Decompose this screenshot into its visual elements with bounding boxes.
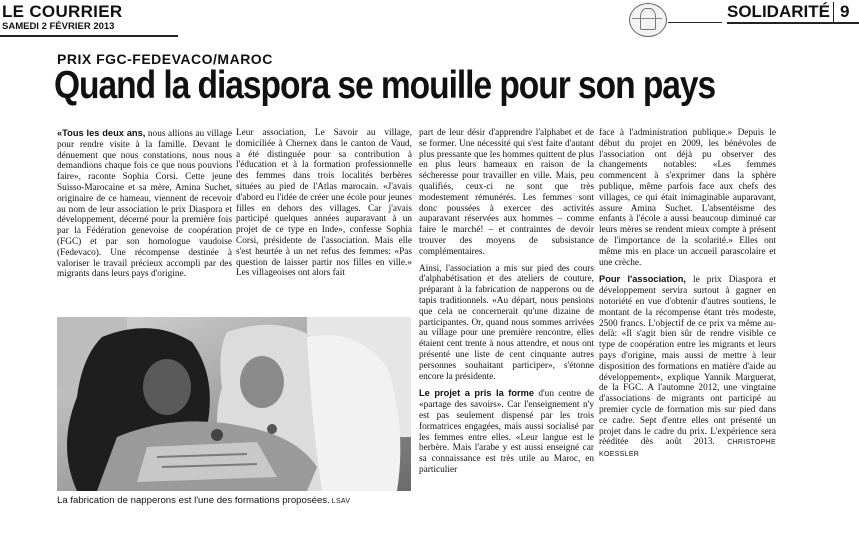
paragraph: Ainsi, l'association a mis sur pied des cours d'alphabétisation et des ateliers de couture, préparant à la fabrication de napperons ou de tapis traditionnels. «Au départ, nous pensions que cela ne concernerait qu'une dizaine de participantes. Or, quand nous sommes arrivées au village pour une première rencontre, elles étaient cent trente à nous attendre, et nous ont présenté une liste de cent cinquante autres personnes souhaitant participer», s'étonne encore la présidente.: [419, 263, 594, 382]
photo-caption: [57, 495, 411, 506]
page-number: 9: [840, 2, 850, 21]
paragraph: d'un centre de «partage des savoirs». Car l'enseignement n'y est pas seulement dispensé par les trois formatrices engagées, mais aussi socialisé par les femmes entre elles. «Leur langue est le berbère. Mais l'arabe y est aussi enseigné car sa connaissance est très utile au Maroc, en particulier: [419, 389, 594, 475]
issue-date: SAMEDI 2 FÉVRIER 2013: [2, 21, 115, 32]
article-column-4: [599, 128, 776, 461]
section-name: SOLIDARITÉ: [727, 2, 830, 21]
paragraph: Leur association, Le Savoir au village, domiciliée à Chernex dans le canton de Vaud, a été distinguée pour sa contribution à l'éducation et à la formation professionnelle des femmes dans trois localités berbères situées au pied de l'Atlas marocain. «J'avais d'abord eu l'idée de créer une école pour jeunes filles en dehors des villages. Car j'avais participé quelques années auparavant à un projet de ce type en Inde», confesse Sophia Corsi, présidente de l'association. Mais elle s'est heurtée à un net refus des femmes: «Pas question de laisser partir nos filles en ville.» Les villageoises ont alors fait: [236, 128, 412, 279]
masthead-rule-left: [0, 35, 178, 37]
article-photo: [57, 317, 411, 491]
masthead: [0, 0, 859, 44]
section-divider: [833, 2, 834, 22]
author-byline: CHRISTOPHE KOESSLER: [599, 439, 776, 459]
paragraph: le prix Diaspora et développement servira surtout à gagner en notoriété en vue d'obtenir d'autres soutiens, le montant de la récompense étant très modeste, 2500 francs. L'objectif de ce prix va même au-delà: «Il s'agit bien sûr de rendre visible ce type de coopération entre les migrants et leurs pays d'origine, mais aussi de mettre à leur disposition des formations en matière d'aide au développement», explique Yannik Marguerat, de la FGC. A l'automne 2012, une vingtaine d'associations de migrants ont participé au premier cycle de formation mis sur pied dans ce cadre. Sept d'entre elles ont présenté un projet dans le cadre du prix. L'expérience sera rééditée dès août 2013.: [599, 275, 776, 448]
photo-illustration: [57, 317, 411, 491]
masthead-rule-mid: [668, 22, 722, 23]
paragraph: face à l'administration publique.» Depuis le début du projet en 2009, les bénévoles de l'association ont déjà pu observer des changements notables: «Les femmes commencent à s'exprimer dans la sphère publique, même parfois face aux chefs des villages, ce qui était inimaginable auparavant, assure Amina Suchet. L'absentéisme des enfants à l'école a aussi beaucoup diminué car leurs mères se rendent mieux compte à présent de l'importance de la scolarité.» Elles ont même mis en place un accueil parascolaire et une crèche.: [599, 128, 776, 268]
article-column-3: [419, 128, 594, 476]
subhead-lead: Pour l'association,: [599, 274, 686, 285]
article-kicker: PRIX FGC-FEDEVACO/MAROC: [57, 51, 273, 67]
paragraph: part de leur désir d'apprendre l'alphabet et de se former. Une nécessité qui s'est faite d'autant plus pressante que les hommes quittent de plus en plus leurs hameaux en raison de la sécheresse pour travailler en ville. Mais, peu qualifiés, ceux-ci ne sont que très modestement rémunérés. Les femmes sont donc poussées à exercer des activités auparavant réservées aux hommes – comme faire le marché! – et contraintes de devoir trouver des moyens de subsistance complémentaires.: [419, 128, 594, 257]
article-headline: Quand la diaspora se mouille pour son pays: [54, 64, 716, 107]
subhead-lead: Le projet a pris la forme: [419, 388, 535, 399]
caption-text: La fabrication de napperons est l'une des formations proposées.: [57, 495, 330, 506]
article-column-2: [236, 128, 412, 279]
photo-credit: LSAV: [331, 498, 351, 505]
lead-in: «Tous les deux ans,: [57, 128, 146, 138]
newspaper-name: LE COURRIER: [2, 2, 123, 21]
emblem-icon: [629, 3, 667, 37]
paragraph: nous allions au village pour rendre visite à la famille. Devant le dénuement que nous constations, nous nous demandions chaque fois ce que nous pouvions faire», raconte Sophia Corsi. Cette jeune Suisso-Marocaine et sa mère, Amina Suchet, originaire de ce hameau, viennent de recevoir au nom de leur association le prix Diaspora et développement, décerné pour la première fois par la Fédération genevoise de coopération (FGC) et par son homologue vaudoise (Fedevaco). Une récompense destinée à valoriser le travail précieux accompli par des migrants dans leurs pays d'origine.: [57, 129, 232, 280]
article-column-1: [57, 128, 232, 280]
masthead-rule-right: [727, 22, 859, 24]
